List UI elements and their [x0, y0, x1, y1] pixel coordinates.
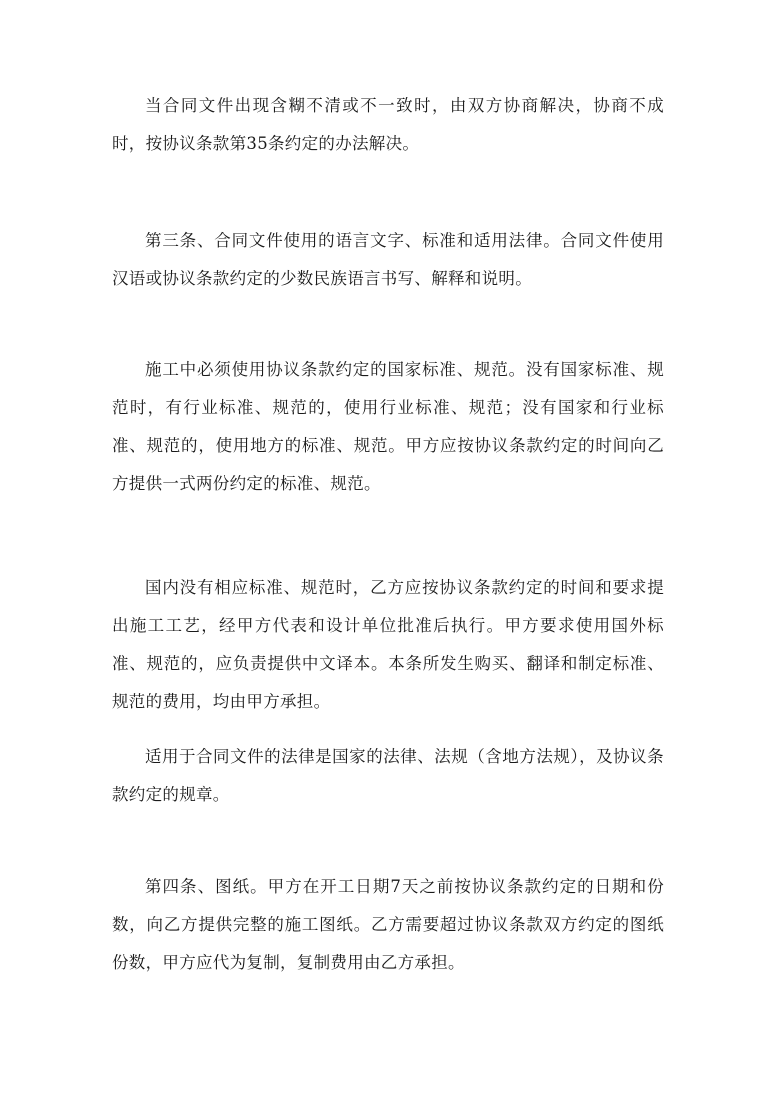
- paragraph-foreign-standards: 国内没有相应标准、规范时，乙方应按协议条款约定的时间和要求提出施工工艺，经甲方代表和设计单位批准后执行。甲方要求使用国外标准、规范的，应负责提供中文译本。本条所发生购买、翻译和制定标准、规范的费用，均由甲方承担。: [112, 578, 664, 711]
- paragraph-national-standards: 施工中必须使用协议条款约定的国家标准、规范。没有国家标准、规范时，有行业标准、规范的，使用行业标准、规范；没有国家和行业标准、规范的，使用地方的标准、规范。甲方应按协议条款约定的时间向乙方提供一式两份约定的标准、规范。: [112, 360, 664, 493]
- paragraph-article-3-language: 第三条、合同文件使用的语言文字、标准和适用法律。合同文件使用汉语或协议条款约定的少数民族语言书写、解释和说明。: [112, 231, 664, 288]
- paragraph-applicable-law: 适用于合同文件的法律是国家的法律、法规（含地方法规），及协议条款约定的规章。: [112, 747, 664, 804]
- paragraph-contract-ambiguity: 当合同文件出现含糊不清或不一致时，由双方协商解决，协商不成时，按协议条款第35条约定的办法解决。: [112, 96, 664, 153]
- paragraph-article-4-drawings: 第四条、图纸。甲方在开工日期7天之前按协议条款约定的日期和份数，向乙方提供完整的施工图纸。乙方需要超过协议条款双方约定的图纸份数，甲方应代为复制，复制费用由乙方承担。: [112, 877, 664, 972]
